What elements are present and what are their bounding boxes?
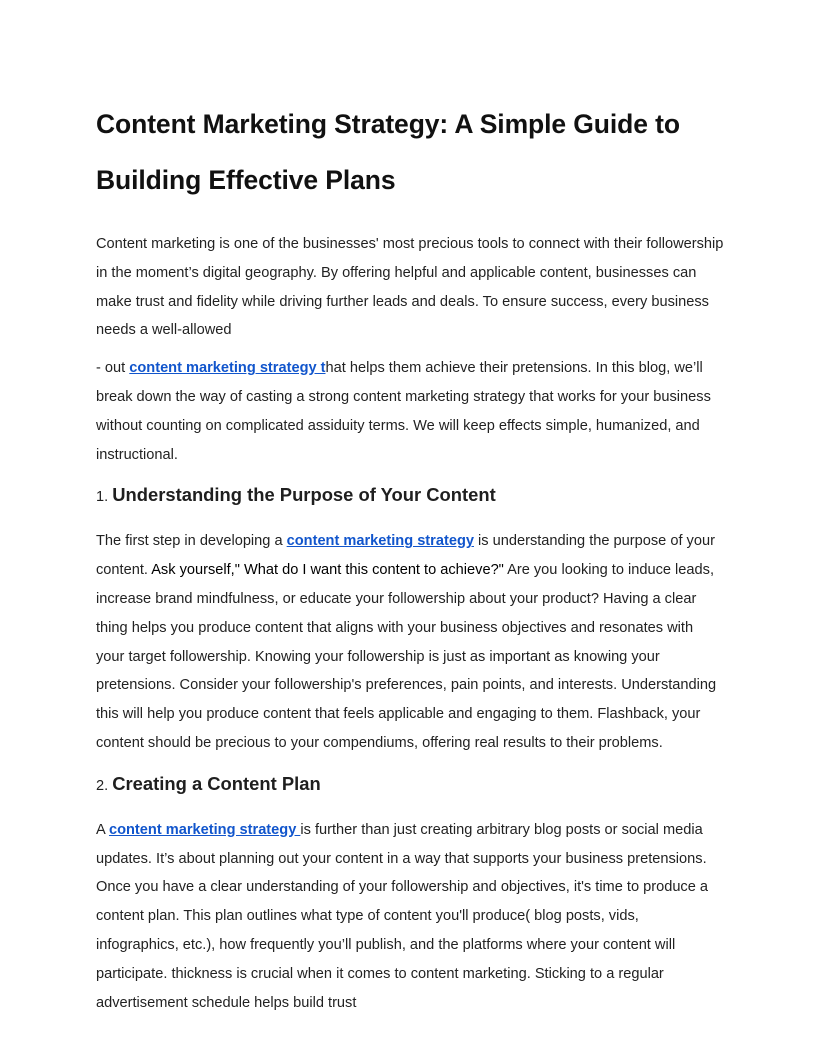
section-1-number: 1. [96, 489, 113, 506]
content-marketing-strategy-link-2[interactable]: content marketing strategy [286, 533, 474, 550]
section-2-heading [96, 770, 724, 800]
section-2-text-after-link: is further than just creating arbitrary blog posts or social media updates. It’s about planning out your content in a way that supports your business pretensions. Once you have a clear understanding of your followership and objectives, it's time to produce a content plan. This plan outlines what type of content you'll produce( blog posts, vids, infographics, etc.), how frequently you’ll publish, and the platforms where your content will participate. thickness is crucial when it comes to content marketing. Sticking to a regular advertisement schedule helps build trust [96, 821, 709, 1011]
section-1-heading [96, 481, 724, 511]
intro-paragraph-1: Content marketing is one of the businesses' most precious tools to connect with their followership in the moment’s digital geography. By offering helpful and applicable content, businesses can make trust and fidelity while driving further leads and deals. To ensure success, every business needs a well-allowed [96, 236, 724, 339]
document-title [96, 96, 724, 208]
section-1-text-before-link: The first step in developing a [96, 533, 287, 550]
document-page [96, 96, 724, 1017]
intro-paragraph-2-prefix: - out [96, 360, 130, 377]
intro-paragraph-2 [96, 354, 724, 469]
intro-paragraph-2-suffix: hat helps them achieve their pretensions. In this blog, we’ll break down the way of casting a strong content marketing strategy that works for your business without counting on complicated assiduity terms. We will keep effects simple, humanized, and instructional. [96, 360, 711, 463]
document-title-line-1: Content Marketing Strategy: A Simple Guide to [96, 109, 680, 139]
section-2-text-before-link: A [96, 821, 109, 838]
section-2-paragraph [96, 816, 724, 1018]
section-1-text-rest: Are you looking to induce leads, increase brand mindfulness, or educate your followership about your product? Having a clear thing helps you produce content that aligns with your business objectives and resonates with your target followership. Knowing your followership is just as important as knowing your pretensions. Consider your followership's preferences, pain points, and interests. Understanding this will help you produce content that feels applicable and engaging to them. Flashback, your content should be precious to your compendiums, offering real results to their problems. [96, 562, 717, 751]
section-2-number: 2. [96, 777, 113, 794]
content-marketing-strategy-link-1[interactable]: content marketing strategy t [129, 360, 326, 377]
section-2-title: Creating a Content Plan [112, 772, 321, 794]
section-1-question: Ask yourself," What do I want this content to achieve?" [151, 562, 504, 579]
section-1-title: Understanding the Purpose of Your Content [112, 484, 496, 506]
section-1-text-after-link: is understanding the purpose of your content. [96, 533, 715, 579]
content-marketing-strategy-link-3[interactable]: content marketing strategy [108, 821, 301, 838]
section-1-paragraph [96, 527, 724, 757]
document-title-line-2: Building Effective Plans [96, 165, 396, 195]
